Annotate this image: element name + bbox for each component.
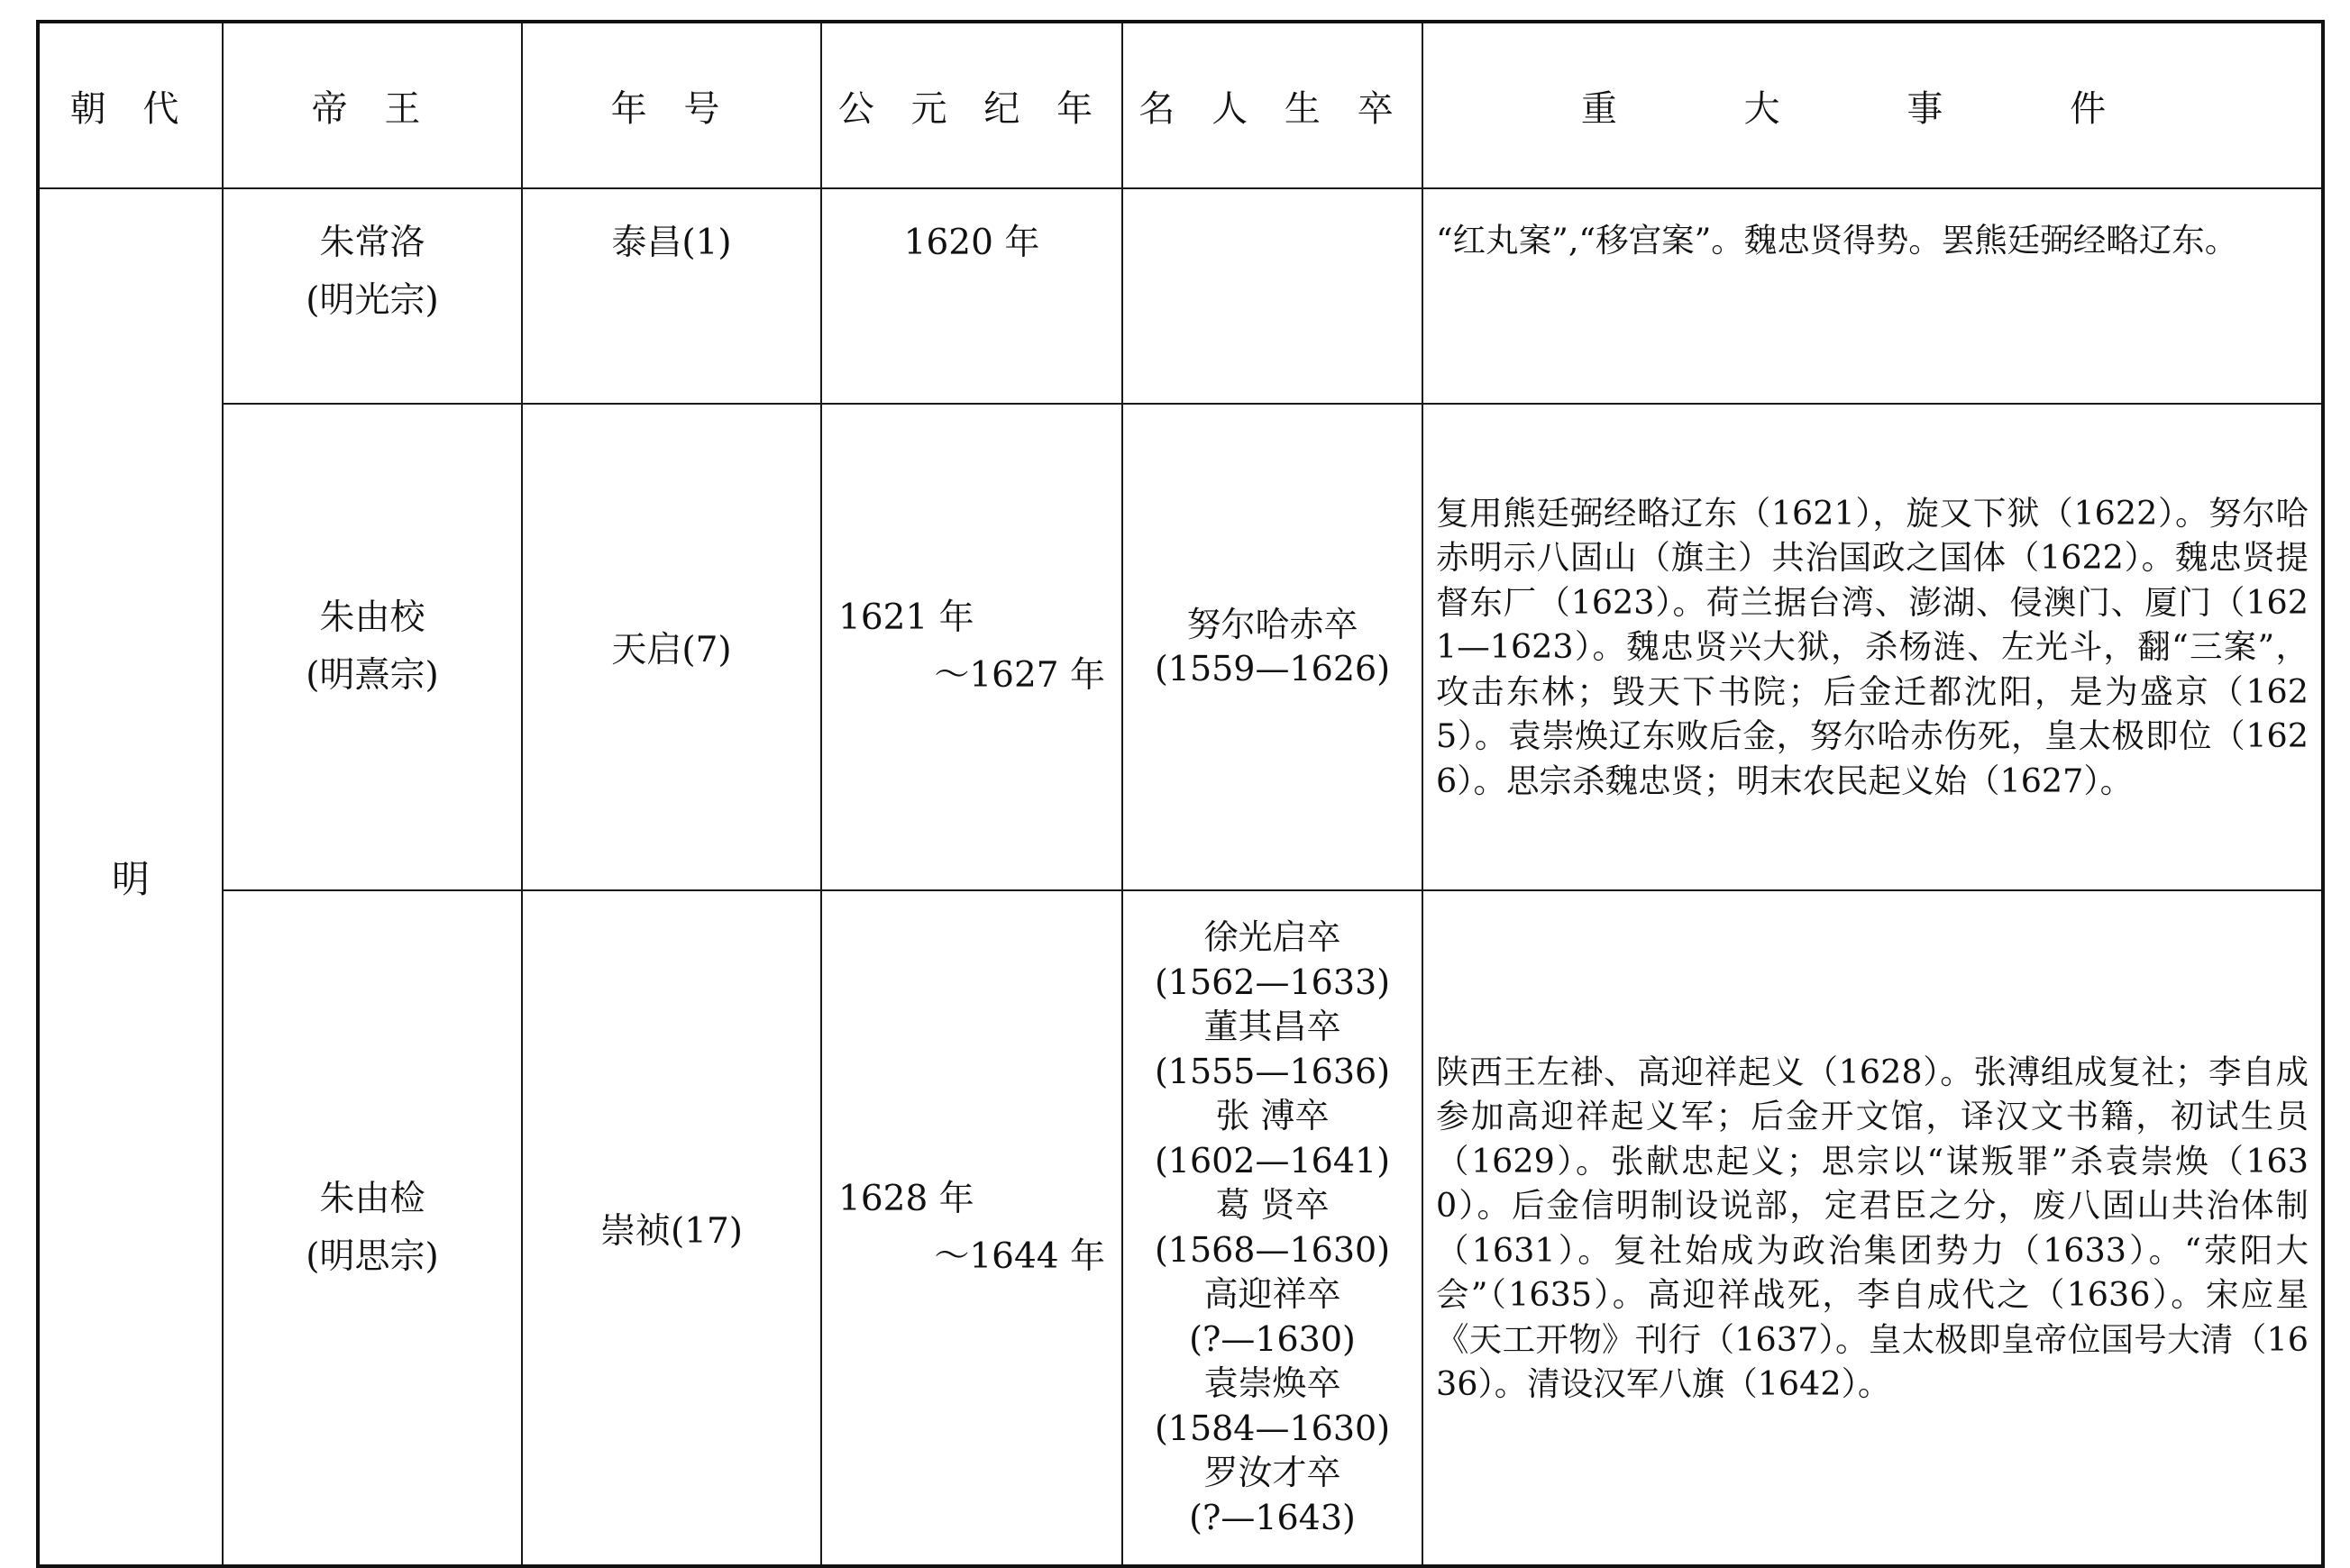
figure-line: (1562—1633) (1154, 962, 1391, 1002)
era-cell: 泰昌(1) (522, 188, 821, 404)
era-cell: 天启(7) (522, 404, 821, 890)
year-end: ～1644 年 (934, 1235, 1105, 1277)
year-end: ～1627 年 (934, 655, 1105, 696)
year-cell (821, 890, 1122, 1566)
figure-line: 张 溥卒 (1215, 1096, 1330, 1135)
emperor-cell (223, 890, 522, 1566)
temple-name: (明思宗) (306, 1235, 439, 1277)
figure-line: (1602—1641) (1154, 1140, 1391, 1181)
table-row (38, 890, 2323, 1566)
temple-name: (明熹宗) (306, 655, 439, 696)
figure-line: 葛 贤卒 (1215, 1185, 1330, 1225)
header-row (38, 22, 2323, 188)
figure-line: 罗汝才卒 (1203, 1453, 1341, 1492)
emperor-cell (223, 188, 522, 404)
dynasty-cell: 明 (38, 188, 223, 1566)
events-cell: 复用熊廷弼经略辽东（1621），旋又下狱（1622）。努尔哈赤明示八固山（旗主）共治国政之国体（1622）。魏忠贤提督东厂（1623）。荷兰据台湾、澎湖、侵澳门、厦门（1621—1623）。魏忠贤兴大狱，杀杨涟、左光斗，翻“三案”，攻击东林；毁天下书院；后金迁都沈阳，是为盛京（1625）。袁崇焕辽东败后金，努尔哈赤伤死，皇太极即位（1626）。思宗杀魏忠贤；明末农民起义始（1627）。 (1422, 404, 2323, 890)
header-dynasty: 朝 代 (38, 22, 223, 188)
events-cell: “红丸案”,“移宫案”。魏忠贤得势。罢熊廷弼经略辽东。 (1422, 188, 2323, 404)
header-emperor: 帝 王 (223, 22, 522, 188)
figure-line: (?—1643) (1189, 1497, 1356, 1537)
header-year: 公 元 纪 年 (821, 22, 1122, 188)
figure-line: 高迎祥卒 (1203, 1274, 1341, 1314)
era-cell: 崇祯(17) (522, 890, 821, 1566)
header-events: 重 大 事 件 (1422, 22, 2323, 188)
figure-line: (1584—1630) (1154, 1408, 1391, 1448)
emperor-name: 朱常洛 (319, 223, 425, 263)
year-cell: 1620 年 (821, 188, 1122, 404)
figures-cell (1122, 890, 1422, 1566)
figure-line: (1568—1630) (1154, 1229, 1391, 1270)
figure-line: 董其昌卒 (1203, 1007, 1341, 1046)
temple-name: (明光宗) (306, 280, 439, 321)
figure-line: 袁崇焕卒 (1203, 1363, 1341, 1403)
figure-line: 努尔哈赤卒 (1186, 604, 1358, 644)
emperor-name: 朱由检 (319, 1178, 425, 1219)
header-figures: 名 人 生 卒 (1122, 22, 1422, 188)
figure-line: 徐光启卒 (1203, 917, 1341, 957)
figure-line: (1559—1626) (1154, 649, 1391, 688)
chronology-table (36, 20, 2325, 1568)
year-cell (821, 404, 1122, 890)
year-start: 1621 年 (838, 597, 974, 638)
figure-line: (?—1630) (1189, 1318, 1356, 1359)
figures-cell (1122, 188, 1422, 404)
figure-line: (1555—1636) (1154, 1051, 1391, 1091)
figures-cell (1122, 404, 1422, 890)
emperor-name: 朱由校 (319, 597, 425, 638)
events-cell: 陕西王左褂、高迎祥起义（1628）。张溥组成复社；李自成参加高迎祥起义军；后金开文馆，译汉文书籍，初试生员（1629）。张献忠起义；思宗以“谋叛罪”杀袁崇焕（1630）。后金信明制设说部，定君臣之分，废八固山共治体制（1631）。复社始成为政治集团势力（1633）。“荥阳大会”（1635）。高迎祥战死，李自成代之（1636）。宋应星《天工开物》刊行（1637）。皇太极即皇帝位国号大清（1636）。清设汉军八旗（1642）。 (1422, 890, 2323, 1566)
header-era-name: 年 号 (522, 22, 821, 188)
emperor-cell (223, 404, 522, 890)
table-row (38, 188, 2323, 404)
table-row (38, 404, 2323, 890)
year-start: 1628 年 (838, 1178, 974, 1219)
